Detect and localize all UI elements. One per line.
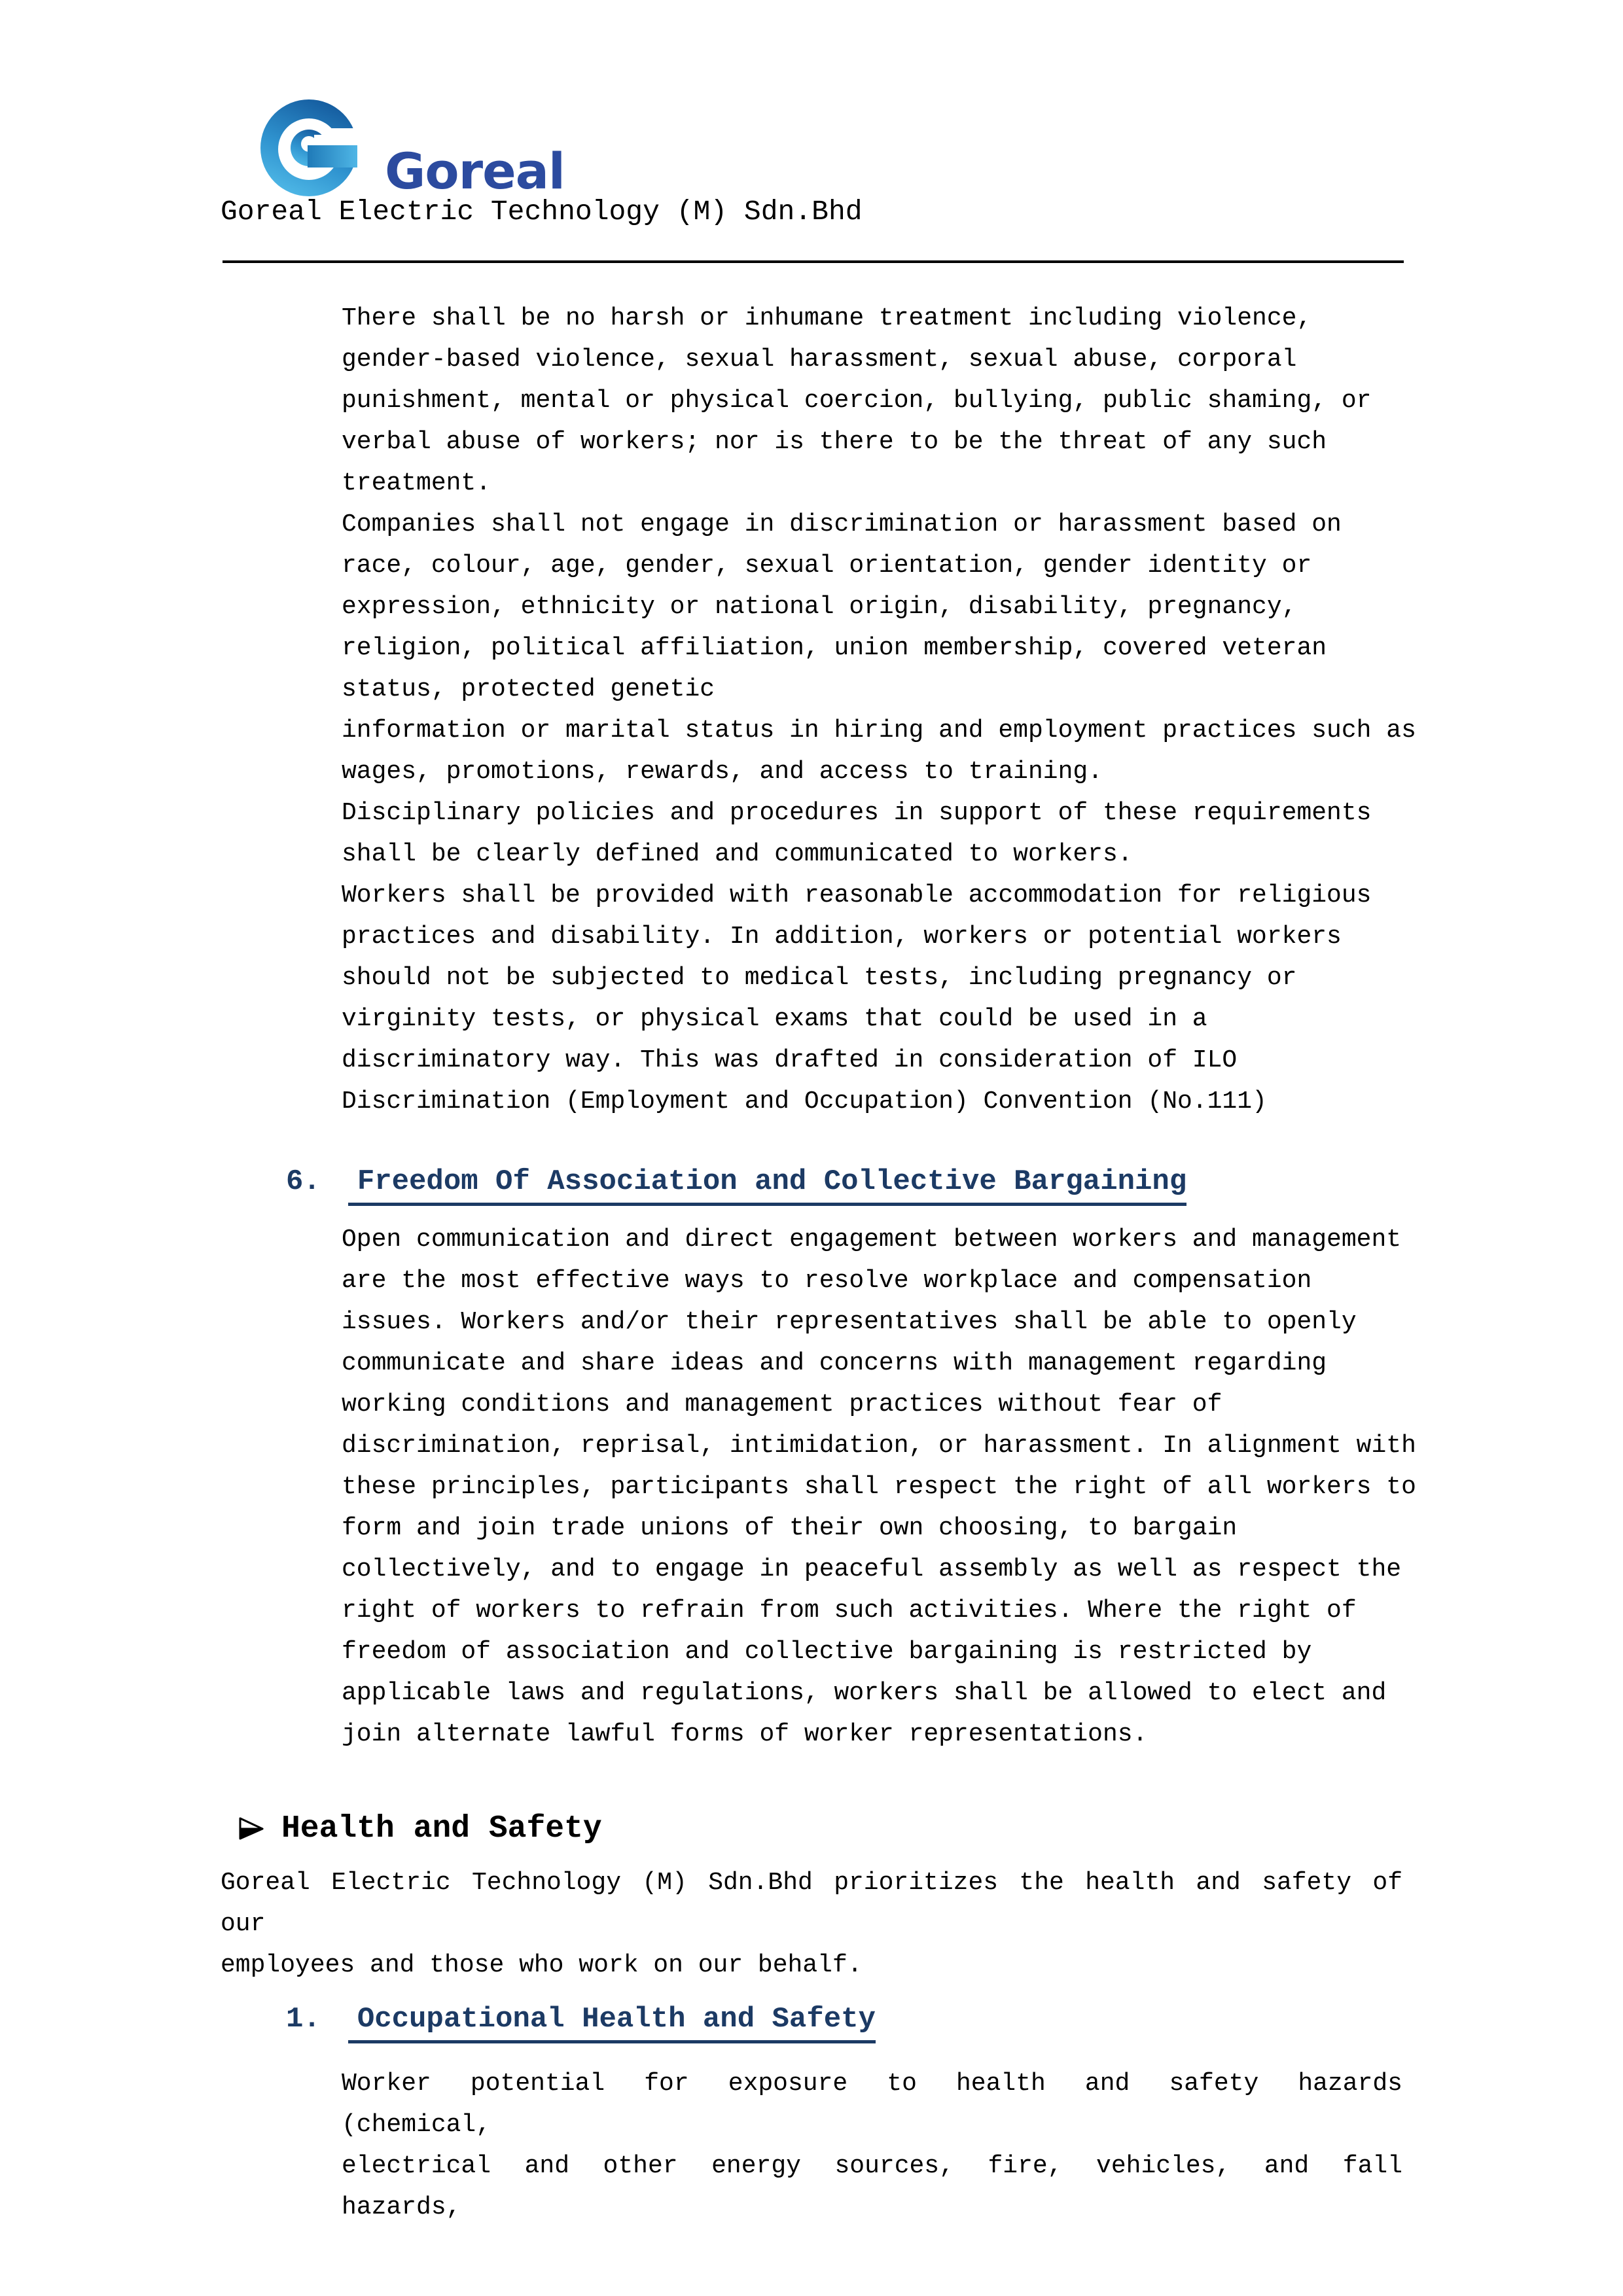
text-line: wages, promotions, rewards, and access to training. [342, 758, 1103, 786]
arrowhead-bullet-icon [237, 1814, 266, 1843]
section-title: Freedom Of Association and Collective Bargaining [348, 1165, 1186, 1206]
text-line: virginity tests, or physical exams that could be used in a [342, 1005, 1207, 1033]
text-line: are the most effective ways to resolve workplace and compensation [342, 1267, 1312, 1295]
company-header: Goreal Electric Technology (M) Sdn.Bhd [221, 196, 863, 228]
text-line: applicable laws and regulations, workers shall be allowed to elect and [342, 1679, 1387, 1707]
text-line: verbal abuse of workers; nor is there to be the threat of any such [342, 428, 1327, 456]
text-line: these principles, participants shall respect the right of all workers to [342, 1473, 1416, 1501]
text-line: Open communication and direct engagement between workers and management [342, 1226, 1402, 1254]
text-line: Worker potential for exposure to health and safety hazards (chemical, [342, 2070, 1402, 2139]
text-line: gender-based violence, sexual harassment, sexual abuse, corporal [342, 345, 1297, 374]
text-line: employees and those who work on our behalf. [221, 1951, 863, 1979]
text-line: should not be subjected to medical tests, including pregnancy or [342, 964, 1297, 992]
text-line: information or marital status in hiring and employment practices such as [342, 716, 1416, 745]
paragraph-block-hazards [221, 2063, 1402, 2228]
text-line: status, protected genetic [342, 675, 715, 703]
paragraph-block-intro [221, 1862, 1402, 1986]
health-safety-label: Health and Safety [281, 1811, 602, 1846]
text-line: join alternate lawful forms of worker representations. [342, 1720, 1148, 1748]
text-line: communicate and share ideas and concerns with management regarding [342, 1349, 1327, 1377]
text-line: right of workers to refrain from such activities. Where the right of [342, 1597, 1357, 1625]
health-safety-heading [221, 1806, 1402, 1852]
text-line: electrical and other energy sources, fire, vehicles, and fall hazards, [342, 2152, 1402, 2221]
text-line: freedom of association and collective bargaining is restricted by [342, 1638, 1312, 1666]
text-line: There shall be no harsh or inhumane treatment including violence, [342, 304, 1312, 332]
text-line: treatment. [342, 469, 491, 497]
text-line: punishment, mental or physical coercion, bullying, public shaming, or [342, 387, 1372, 415]
text-line: Discrimination (Employment and Occupation) Convention (No.111) [342, 1087, 1267, 1116]
header-divider [223, 260, 1404, 263]
logo-wordmark: Goreal [385, 142, 565, 200]
text-line: shall be clearly defined and communicated to workers. [342, 840, 1133, 868]
text-line: Companies shall not engage in discrimination or harassment based on [342, 510, 1342, 539]
text-line: discrimination, reprisal, intimidation, or harassment. In alignment with [342, 1432, 1416, 1460]
text-line: working conditions and management practices without fear of [342, 1390, 1222, 1419]
text-line: collectively, and to engage in peaceful assembly as well as respect the [342, 1555, 1402, 1583]
section-number: 6. [286, 1165, 321, 1198]
text-line: religion, political affiliation, union membership, covered veteran [342, 634, 1327, 662]
text-line: practices and disability. In addition, workers or potential workers [342, 923, 1342, 951]
section-title: Occupational Health and Safety [348, 2002, 876, 2043]
section-heading-freedom-of-association [221, 1156, 1402, 1207]
goreal-logo-icon [259, 98, 359, 198]
text-line: Goreal Electric Technology (M) Sdn.Bhd prioritizes the health and safety of our [221, 1869, 1402, 1938]
text-line: form and join trade unions of their own choosing, to bargain [342, 1514, 1238, 1542]
text-line: Workers shall be provided with reasonable accommodation for religious [342, 881, 1372, 910]
paragraph-block-labor [221, 298, 1416, 1122]
paragraph-block-freedom [221, 1219, 1416, 1755]
text-line: race, colour, age, gender, sexual orientation, gender identity or [342, 552, 1312, 580]
document-body [221, 298, 1416, 2228]
logo [259, 98, 565, 198]
text-line: issues. Workers and/or their representatives shall be able to openly [342, 1308, 1357, 1336]
text-line: discriminatory way. This was drafted in consideration of ILO [342, 1046, 1238, 1074]
text-line: expression, ethnicity or national origin, disability, pregnancy, [342, 593, 1297, 621]
section-heading-occupational-health [221, 1994, 1402, 2045]
text-line: Disciplinary policies and procedures in support of these requirements [342, 799, 1372, 827]
section-number: 1. [286, 2003, 321, 2036]
